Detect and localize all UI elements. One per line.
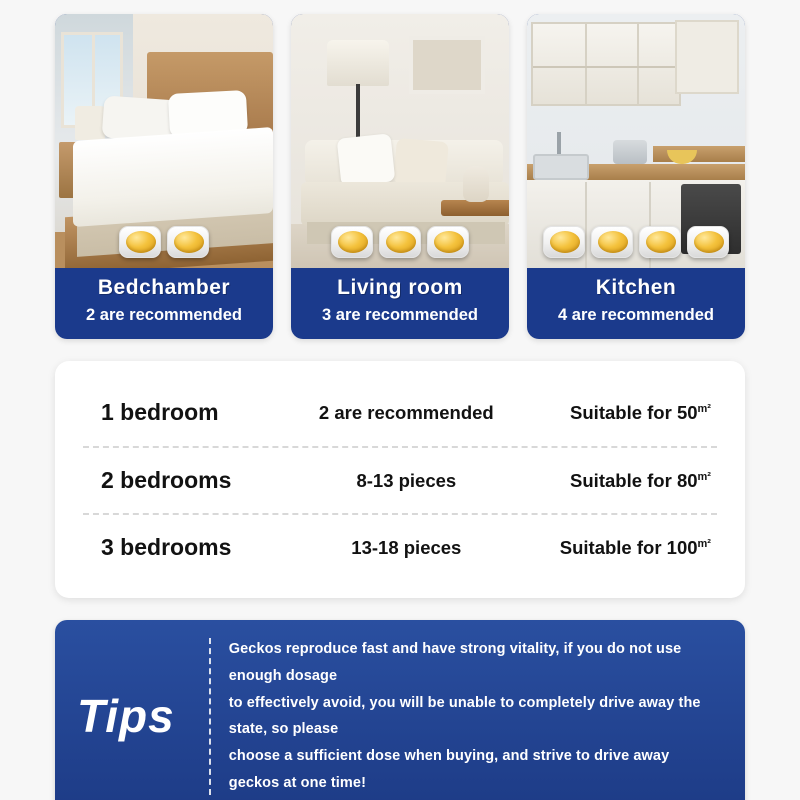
puck-group-bedchamber [55, 226, 273, 258]
product-puck [119, 226, 161, 258]
tips-title: Tips [77, 690, 175, 743]
room-card-caption [55, 268, 273, 339]
tips-body [229, 636, 723, 797]
tips-line: choose a sufficient dose when buying, and strive to drive away geckos at one time! [228, 748, 670, 792]
puck-group-living-room [291, 226, 509, 258]
area-text: Suitable for 80 [570, 469, 698, 491]
area-unit: m² [697, 470, 711, 483]
product-puck [167, 226, 209, 258]
table-row [83, 446, 717, 513]
cabinet-icon [531, 22, 681, 106]
product-puck [427, 226, 469, 258]
product-puck [543, 226, 585, 258]
tips-panel [55, 620, 745, 800]
room-title: Kitchen [595, 276, 677, 299]
table-row [83, 513, 717, 580]
home-type: 1 bedroom [101, 399, 219, 425]
room-title: Bedchamber [97, 276, 231, 299]
room-recommendation: 4 are recommended [558, 306, 714, 324]
product-puck [331, 226, 373, 258]
room-card-bedchamber[interactable] [55, 14, 273, 339]
tips-divider [209, 638, 211, 795]
toaster-icon [613, 140, 647, 164]
quantity-value: 13-18 pieces [351, 536, 462, 558]
product-puck [379, 226, 421, 258]
table-row [83, 379, 717, 446]
product-puck [687, 226, 729, 258]
dosage-table [55, 361, 745, 598]
puck-group-kitchen [527, 226, 745, 258]
faucet-icon [557, 132, 561, 156]
product-puck [591, 226, 633, 258]
vase-icon [463, 166, 489, 202]
tips-line: Geckos reproduce fast and have strong vitality, if you do not use enough dosage [228, 641, 682, 684]
home-type: 2 bedrooms [101, 467, 232, 493]
kitchen-photo [527, 14, 745, 268]
area-text: Suitable for 100 [559, 536, 698, 558]
sink-icon [533, 154, 589, 180]
room-card-caption [291, 268, 509, 339]
product-puck [639, 226, 681, 258]
room-recommendation: 2 are recommended [86, 306, 242, 324]
quantity-value: 8-13 pieces [356, 469, 457, 491]
bedroom-photo [55, 14, 273, 268]
livingroom-photo [291, 14, 509, 268]
room-title: Living room [337, 276, 463, 299]
area-unit: m² [697, 402, 711, 415]
home-type: 3 bedrooms [101, 534, 232, 560]
area-text: Suitable for 50 [570, 401, 698, 423]
room-recommendation: 3 are recommended [322, 306, 478, 324]
room-card-living-room[interactable] [291, 14, 509, 339]
tips-line: to effectively avoid, you will be unable to completely drive away the state, so please [228, 694, 701, 738]
area-value [520, 537, 717, 559]
area-value [520, 402, 717, 424]
room-card-kitchen[interactable] [527, 14, 745, 339]
lamp-icon [75, 106, 105, 140]
wall-art-icon [409, 36, 485, 94]
quantity-value: 2 are recommended [318, 401, 494, 423]
floor-lamp-icon [327, 40, 389, 86]
room-card-caption [527, 268, 745, 339]
room-cards-row [0, 0, 800, 339]
area-unit: m² [697, 537, 711, 550]
area-value [520, 470, 717, 492]
